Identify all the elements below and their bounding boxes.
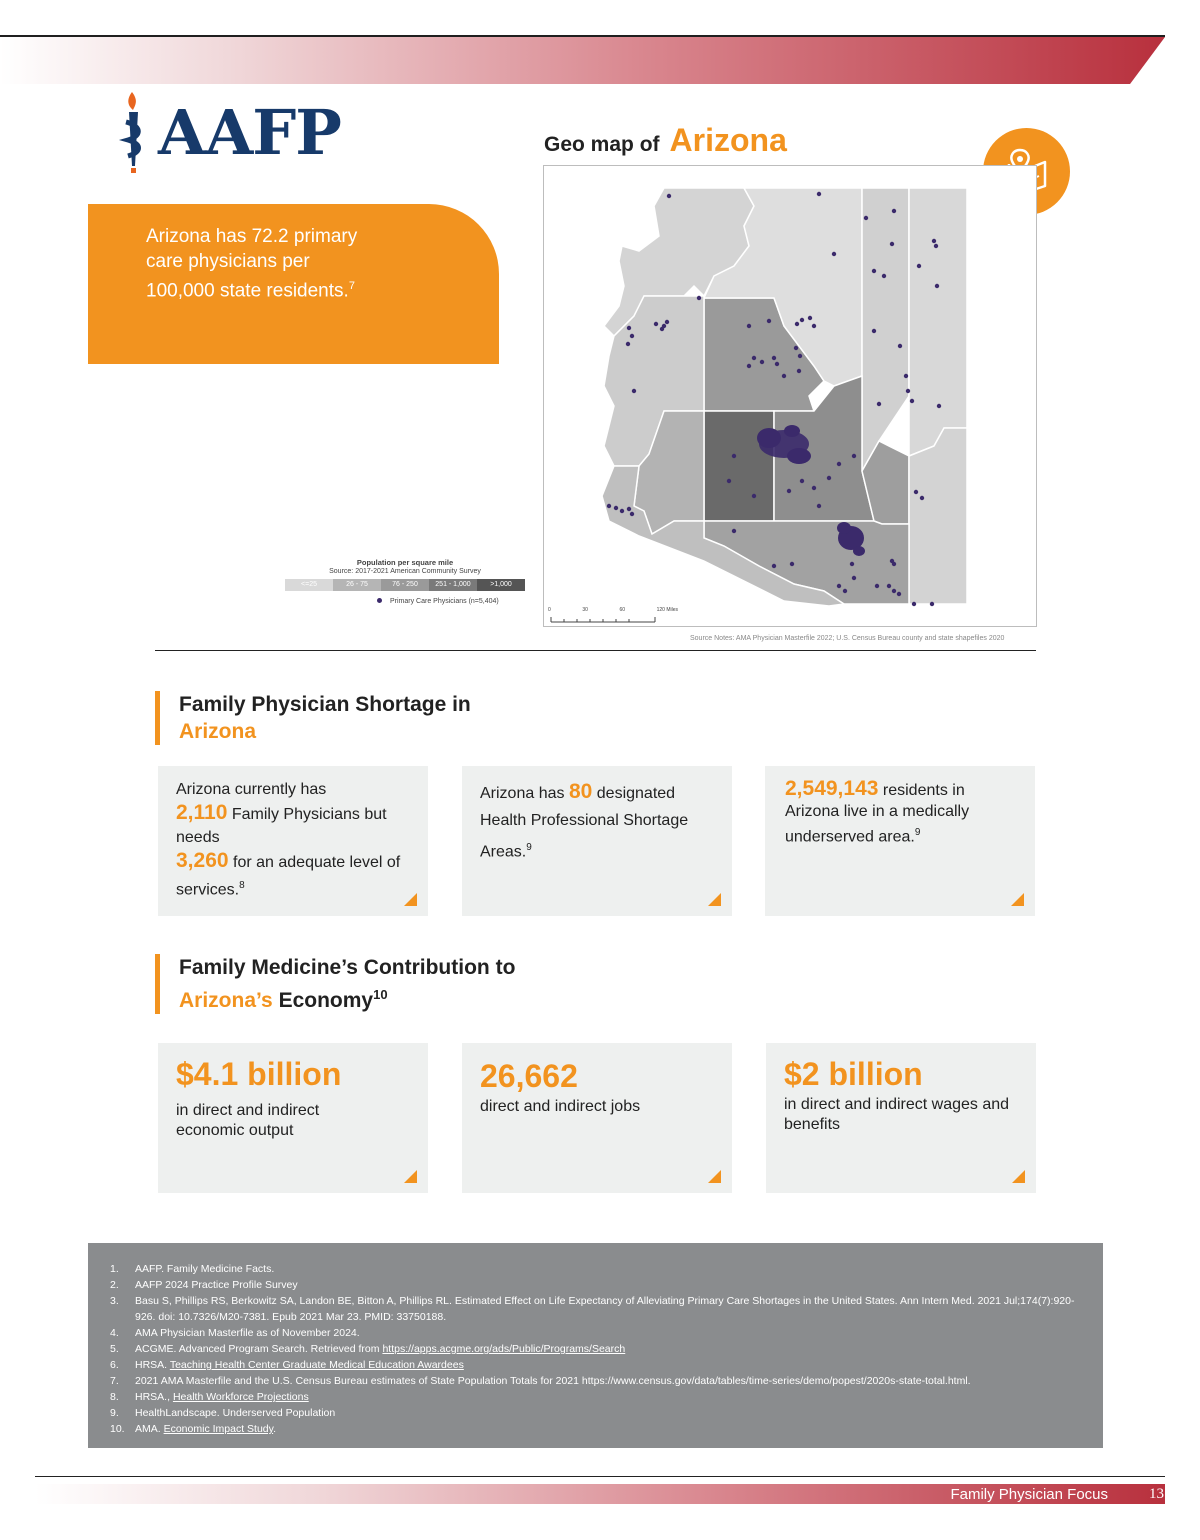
dot-icon (377, 598, 382, 603)
footer-rule (35, 1476, 1165, 1477)
econ-card-text: $2 billion in direct and indirect wages and benefits (784, 1056, 1010, 1133)
stat-card-physicians (158, 766, 428, 916)
reference-item: 5. ACGME. Advanced Program Search. Retrieved from https://apps.acgme.org/ads/Public/Programs/Search (110, 1343, 626, 1355)
header-band (0, 37, 1165, 84)
footer-title: Family Physician Focus (950, 1486, 1108, 1503)
arizona-map (543, 165, 1037, 627)
legend-bin: 26 - 75 (333, 579, 381, 591)
physician-ratio-callout (88, 204, 499, 364)
legend-scale (285, 579, 525, 591)
page-number: 13 (1149, 1486, 1164, 1502)
map-source-notes: Source Notes: AMA Physician Masterfile 2022; U.S. Census Bureau county and state shapefiles 2020 (690, 635, 1005, 642)
map-title: Geo map of Arizona (544, 122, 787, 158)
stat-card-text: 2,549,143 residents in Arizona live in a medically underserved area.$^9$ (785, 777, 970, 846)
reference-item: 9. HealthLandscape. Underserved Population (110, 1407, 336, 1419)
legend-bin: <=25 (285, 579, 333, 591)
map-state-name: Arizona (669, 122, 787, 158)
econ-card-text: $4.1 billion in direct and indirect economic output (176, 1056, 342, 1139)
reference-link[interactable]: Teaching Health Center Graduate Medical Education Awardees (169, 1359, 464, 1371)
legend-bin: >1,000 (477, 579, 525, 591)
reference-item: 7. 2021 AMA Masterfile and the U.S. Census Bureau estimates of State Population Totals for 2021 https://www.census.gov/data/tables/time-series/demo/popest/2020s-state-total.html. (110, 1375, 971, 1387)
logo-wordmark: AAFP (158, 96, 341, 169)
shortage-heading: Family Physician Shortage in Arizona (155, 691, 471, 745)
econ-card-jobs (462, 1043, 732, 1193)
reference-item: 1. AAFP. Family Medicine Facts. (110, 1263, 275, 1275)
reference-link[interactable]: https://apps.acgme.org/ads/Public/Programs/Search (382, 1343, 626, 1355)
stat-card-text: Arizona has 80 designated Health Professional Shortage Areas.$^9$ (480, 780, 689, 861)
reference-item: 3. Basu S, Phillips RS, Berkowitz SA, Landon BE, Bitton A, Phillips RL. Estimated Effect on Life Expectancy of Alleviating Primary Care Shortages in the United States. Ann Intern Med. 2021 Jul;174(7):920-926. doi: 10.7326/M20-7381. Epub 2021 Mar 23. PMID: 33750188. (110, 1295, 1075, 1323)
map-scale-bar: 0 30 60 120 Miles (548, 607, 688, 626)
stat-card-underserved (765, 766, 1035, 916)
legend-title: Population per square mile (356, 558, 454, 567)
legend-points: Primary Care Physicians (n=5,404) (285, 598, 525, 605)
reference-item: 8. HRSA., Health Workforce Projections (110, 1391, 309, 1403)
section-divider (155, 650, 1036, 651)
reference-item: 6. HRSA. Teaching Health Center Graduate Medical Education Awardees (110, 1359, 464, 1371)
reference-link[interactable]: Health Workforce Projections (172, 1391, 309, 1403)
callout-text: Arizona has 72.2 primary care physicians per 100,000 state residents.$^7$ (146, 226, 358, 302)
arizona-map-graphic (544, 166, 1038, 628)
econ-card-output (158, 1043, 428, 1193)
stat-card-text: Arizona currently has 2,110 Family Physicians but needs 3,260 for an adequate level of services.$^8$ (176, 781, 401, 899)
legend-source: Source: 2017-2021 American Community Survey (329, 568, 481, 575)
legend-bin: 251 - 1,000 (429, 579, 477, 591)
reference-item: 2. AAFP 2024 Practice Profile Survey (110, 1279, 298, 1291)
reference-item: 4. AMA Physician Masterfile as of November 2024. (110, 1327, 360, 1339)
stat-card-hpsa (462, 766, 732, 916)
reference-link[interactable]: Economic Impact Study (163, 1423, 274, 1435)
header-rule (0, 35, 1165, 37)
econ-card-text: 26,662 direct and indirect jobs (480, 1058, 641, 1115)
references-panel (88, 1243, 1103, 1448)
map-legend (285, 558, 525, 605)
references-list (110, 1261, 1079, 1437)
legend-bin: 76 - 250 (381, 579, 429, 591)
economy-heading: Family Medicine’s Contribution to Arizona’s Economy$^{10}$ (155, 954, 515, 1014)
reference-item: 10. AMA. Economic Impact Study. (110, 1423, 277, 1435)
aafp-logo (118, 90, 341, 180)
torch-icon (118, 90, 158, 180)
econ-card-wages (766, 1043, 1036, 1193)
